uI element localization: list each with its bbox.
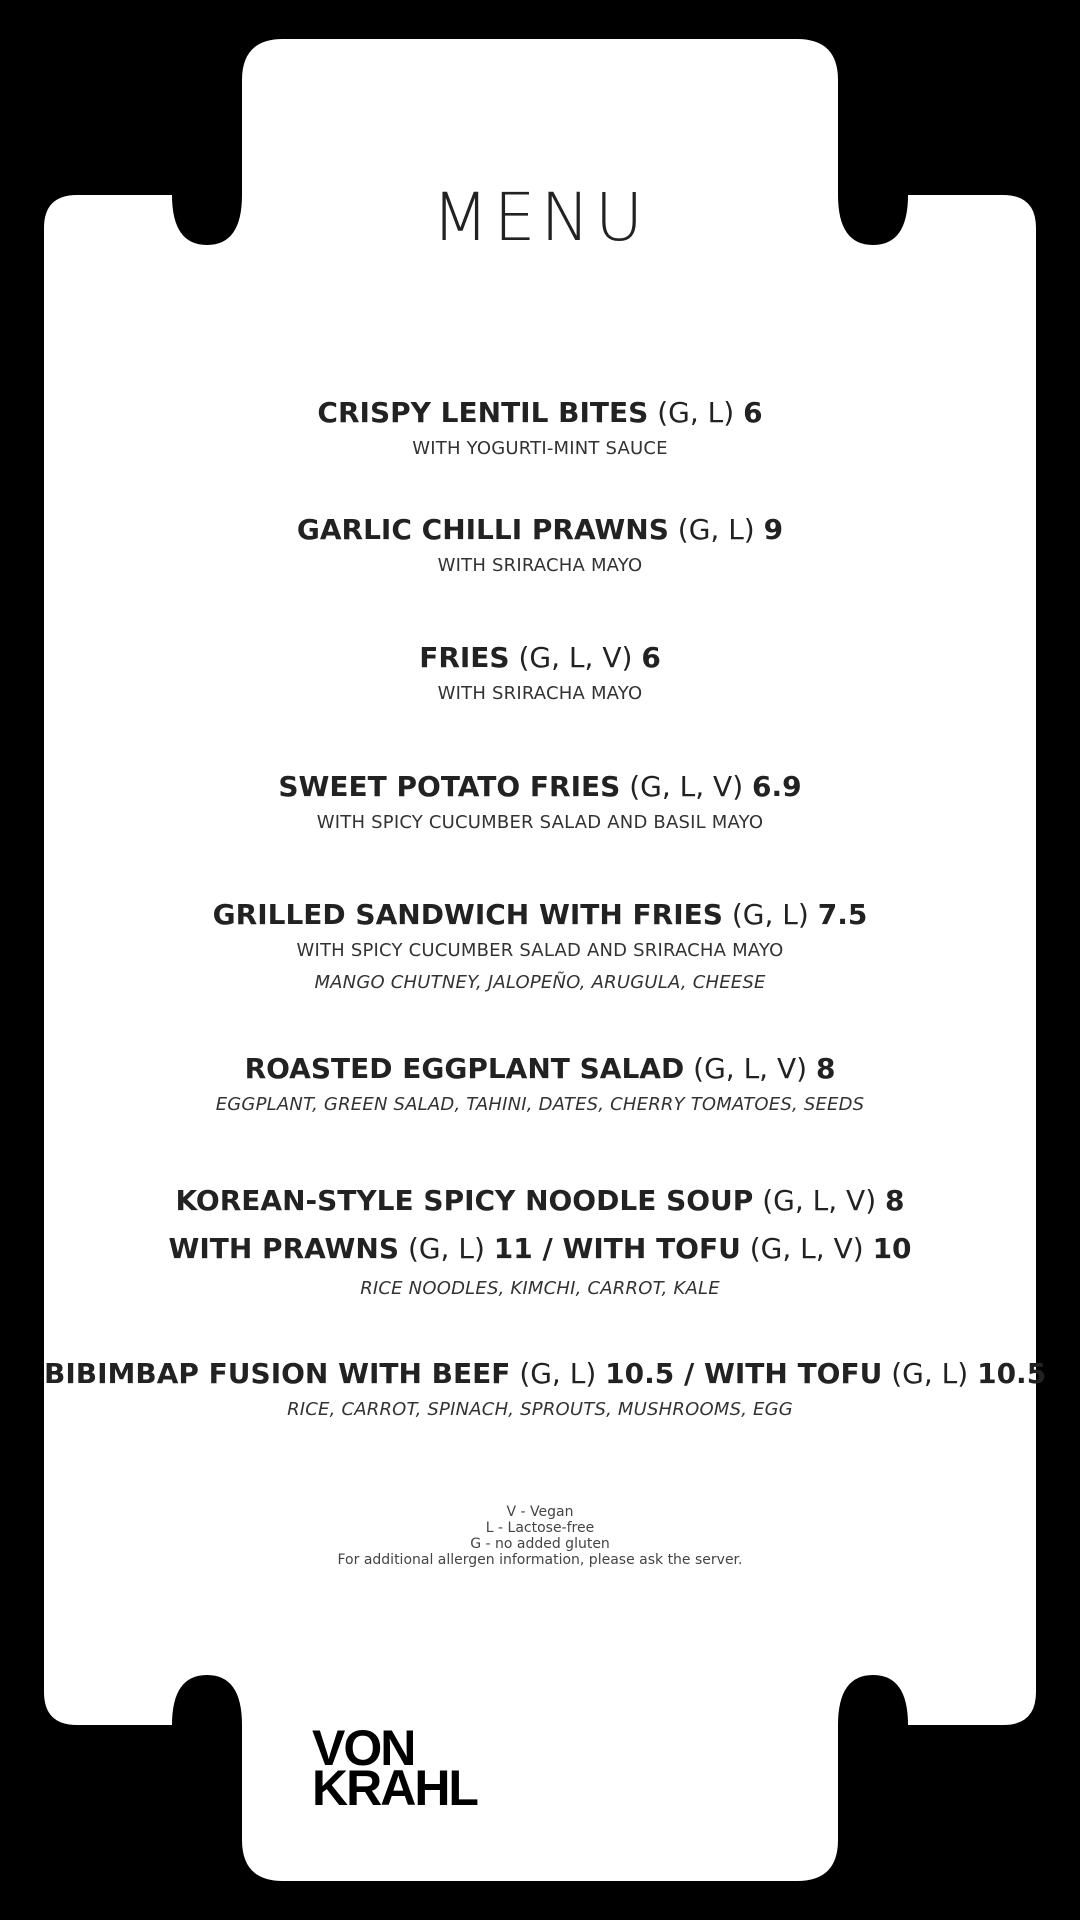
item-variant-price-2: 10 bbox=[872, 1232, 912, 1265]
item-tags: (G, L) bbox=[731, 898, 809, 931]
item-description: WITH SPICY CUCUMBER SALAD AND SRIRACHA MAYO bbox=[296, 940, 784, 961]
item-variant-price: 11 / WITH TOFU bbox=[493, 1232, 741, 1265]
item-price: 10.5 / WITH TOFU bbox=[605, 1357, 883, 1390]
menu-item-grilled-sandwich bbox=[44, 895, 1036, 999]
item-name: SWEET POTATO FRIES bbox=[278, 770, 621, 803]
item-tags: (G, L) bbox=[657, 396, 735, 429]
von-krahl-logo bbox=[312, 1720, 477, 1816]
item-heading bbox=[44, 767, 1036, 807]
menu-item-bibimbap-fusion bbox=[44, 1354, 1047, 1426]
logo-line-2: KRAHL bbox=[312, 1760, 477, 1816]
item-price: 8 bbox=[815, 1052, 836, 1085]
legend-allergen-note: For additional allergen information, please ask the server. bbox=[337, 1552, 743, 1568]
item-ingredients: EGGPLANT, GREEN SALAD, TAHINI, DATES, CHERRY TOMATOES, SEEDS bbox=[215, 1094, 865, 1115]
menu-item-korean-noodle-soup bbox=[44, 1177, 1036, 1305]
item-ingredients: RICE NOODLES, KIMCHI, CARROT, KALE bbox=[360, 1278, 720, 1299]
item-tags: (G, L, V) bbox=[762, 1184, 877, 1217]
menu-item-roasted-eggplant-salad bbox=[44, 1049, 1036, 1121]
legend-vegan: V - Vegan bbox=[506, 1504, 574, 1520]
item-description: WITH SPICY CUCUMBER SALAD AND BASIL MAYO bbox=[316, 812, 764, 833]
item-price: 6.9 bbox=[752, 770, 802, 803]
item-description: WITH SRIRACHA MAYO bbox=[437, 683, 643, 704]
item-variant-name: WITH PRAWNS bbox=[168, 1232, 400, 1265]
item-name: GRILLED SANDWICH WITH FRIES bbox=[212, 898, 723, 931]
logo-line-1: VON bbox=[312, 1720, 415, 1776]
item-tags: (G, L) bbox=[519, 1357, 597, 1390]
menu-content bbox=[44, 0, 1047, 1920]
menu-item-garlic-chilli-prawns bbox=[44, 510, 1036, 582]
item-tags-2: (G, L) bbox=[891, 1357, 969, 1390]
item-heading bbox=[44, 1177, 1036, 1225]
item-price: 7.5 bbox=[817, 898, 868, 931]
item-price: 9 bbox=[763, 513, 784, 546]
item-name: CRISPY LENTIL BITES bbox=[317, 396, 649, 429]
menu-item-sweet-potato-fries bbox=[44, 767, 1036, 839]
menu-title: MENU bbox=[431, 179, 649, 256]
item-heading bbox=[44, 1354, 1047, 1394]
item-variant-tags: (G, L) bbox=[407, 1232, 485, 1265]
item-name: BIBIMBAP FUSION WITH BEEF bbox=[44, 1357, 511, 1390]
item-name: ROASTED EGGPLANT SALAD bbox=[244, 1052, 685, 1085]
item-heading bbox=[44, 1049, 1036, 1089]
item-heading bbox=[44, 895, 1036, 935]
item-tags: (G, L) bbox=[677, 513, 755, 546]
item-heading bbox=[44, 638, 1036, 678]
menu-item-fries bbox=[44, 638, 1036, 710]
item-name: FRIES bbox=[419, 641, 510, 674]
item-variant-tags-2: (G, L, V) bbox=[749, 1232, 864, 1265]
item-description: WITH SRIRACHA MAYO bbox=[437, 555, 643, 576]
menu-item-crispy-lentil-bites bbox=[44, 393, 1036, 465]
item-tags: (G, L, V) bbox=[629, 770, 744, 803]
item-price: 6 bbox=[743, 396, 763, 429]
legend-lactose-free: L - Lactose-free bbox=[485, 1520, 595, 1536]
item-heading bbox=[44, 393, 1036, 433]
item-variants bbox=[44, 1225, 1036, 1273]
item-price: 6 bbox=[641, 641, 661, 674]
item-name: KOREAN-STYLE SPICY NOODLE SOUP bbox=[175, 1184, 754, 1217]
item-ingredients: RICE, CARROT, SPINACH, SPROUTS, MUSHROOMS, EGG bbox=[287, 1399, 793, 1420]
item-tags: (G, L, V) bbox=[693, 1052, 808, 1085]
item-description: WITH YOGURTI-MINT SAUCE bbox=[412, 438, 668, 459]
item-ingredients: MANGO CHUTNEY, JALOPEÑO, ARUGULA, CHEESE bbox=[314, 972, 766, 993]
legend-no-gluten: G - no added gluten bbox=[470, 1536, 610, 1552]
item-price-2: 10.5 bbox=[977, 1357, 1047, 1390]
item-tags: (G, L, V) bbox=[518, 641, 633, 674]
allergen-legend bbox=[44, 1504, 1036, 1568]
item-heading bbox=[44, 510, 1036, 550]
item-price: 8 bbox=[885, 1184, 905, 1217]
item-name: GARLIC CHILLI PRAWNS bbox=[296, 513, 669, 546]
